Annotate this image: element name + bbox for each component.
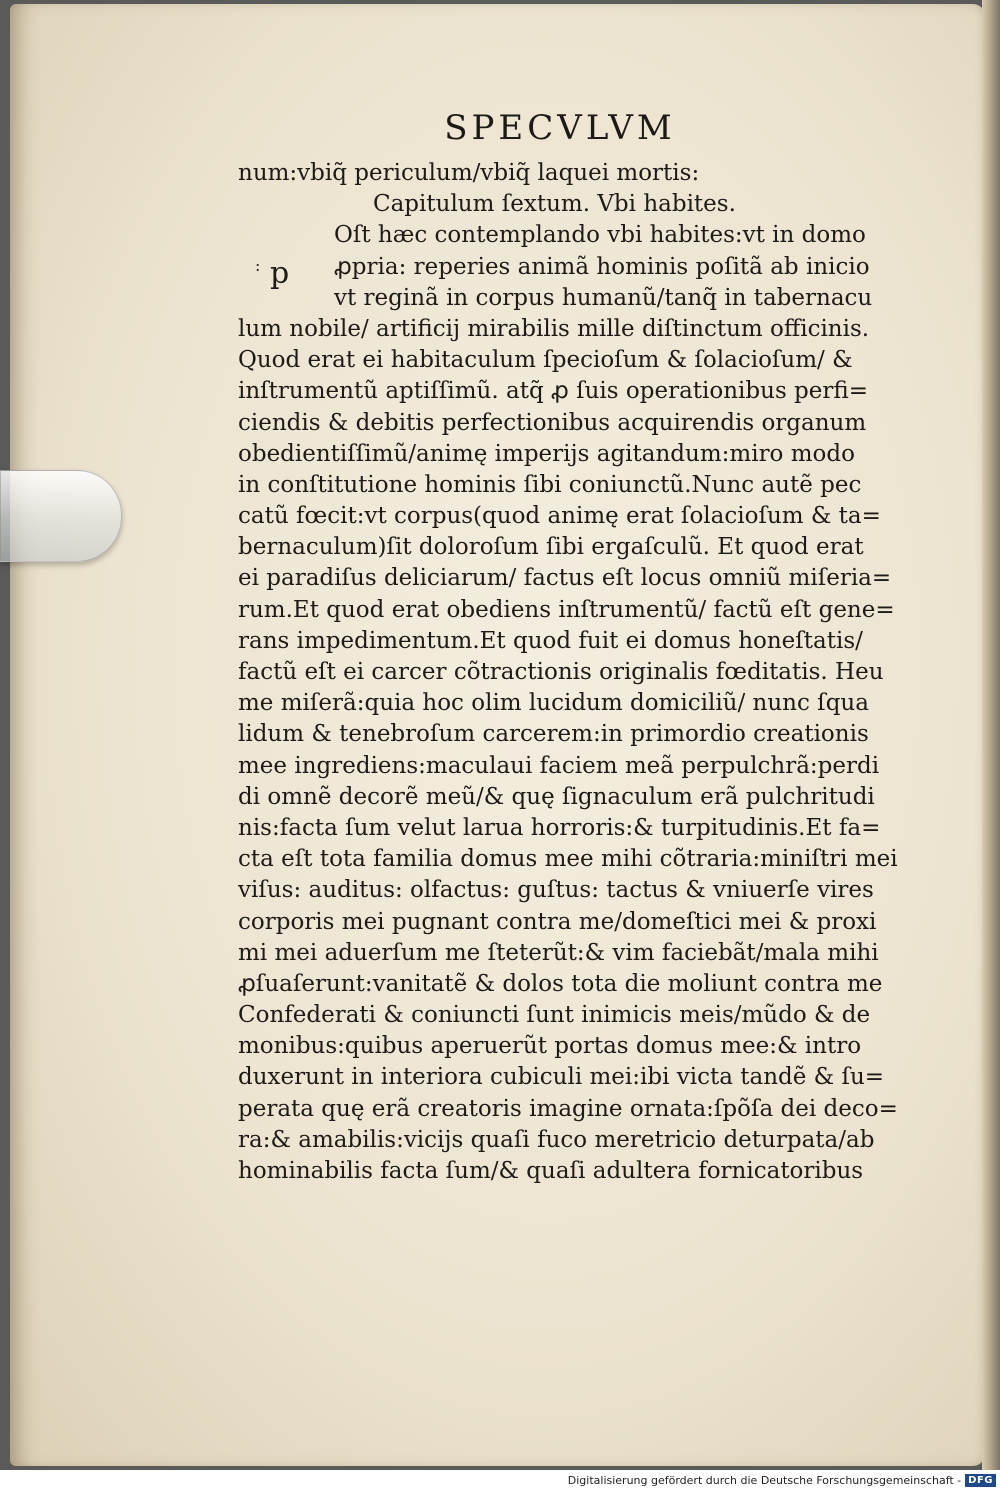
text-line: ciendis & debitis perfectionibus acquirendis organum bbox=[238, 409, 867, 436]
running-heading: SPECVLVM bbox=[444, 108, 676, 148]
text-line: rans impedimentum.Et quod fuit ei domus honeſtatis/ bbox=[238, 627, 863, 654]
text-line: Confederati & coniuncti ſunt inimicis meis/mũdo & de bbox=[238, 1002, 871, 1029]
text-line: hominabilis facta ſum/& quaſi adultera fornicatoribus bbox=[238, 1158, 864, 1184]
text-line: viſus: auditus: olfactus: guſtus: tactus & vniuerſe vires bbox=[238, 877, 874, 904]
margin-mark: : bbox=[255, 256, 261, 275]
footer-bar bbox=[0, 1471, 1000, 1490]
text-line: in conſtitutione hominis ſibi coniunctũ.Nunc autẽ pec bbox=[238, 471, 862, 498]
text-line: lum nobile/ artificij mirabilis mille diſtinctum officinis. bbox=[238, 315, 870, 342]
dfg-logo-icon: DFG bbox=[965, 1474, 996, 1487]
text-line: mee ingrediens:maculaui faciem meã perpulchrã:perdi bbox=[238, 752, 880, 779]
body-text bbox=[238, 158, 918, 1187]
text-line: vt reginã in corpus humanũ/tanq̃ in tabernacu bbox=[334, 284, 873, 311]
text-line: me miſerã:quia hoc olim lucidum domiciliũ/ nunc ſqua bbox=[238, 690, 869, 717]
text-line: ra:& amabilis:vicijs quaſi fuco meretricio deturpata/ab bbox=[238, 1126, 875, 1153]
initial-letter: p bbox=[270, 256, 290, 291]
text-line: mi mei aduerſum me ſteterũt:& vim faciebãt/mala mihi bbox=[238, 939, 879, 966]
text-line: inſtrumentũ aptiſſimũ. atq̃ ꝓ ſuis operationibus perfi= bbox=[238, 378, 868, 405]
text-line: catũ fœcit:vt corpus(quod animę erat ſolacioſum & ta= bbox=[238, 503, 881, 530]
text-line: ꝓſuaſerunt:vanitatẽ & dolos tota die moliunt contra me bbox=[238, 970, 883, 997]
text-line: duxerunt in interiora cubiculi mei:ibi victa tandẽ & ſu= bbox=[238, 1064, 885, 1091]
chapter-heading: Capitulum ſextum. Vbi habites. bbox=[373, 191, 736, 218]
text-line: Quod erat ei habitaculum ſpecioſum & ſolacioſum/ & bbox=[238, 347, 853, 374]
text-line: cta eſt tota familia domus mee mihi cõtraria:miniſtri mei bbox=[238, 846, 898, 873]
text-line: rum.Et quod erat obediens inſtrumentũ/ factũ eſt gene= bbox=[238, 596, 895, 623]
text-line: lidum & tenebroſum carcerem:in primordio creationis bbox=[238, 721, 869, 748]
text-line: ei paradiſus deliciarum/ factus eſt locus omniũ miſeria= bbox=[238, 565, 892, 592]
text-line: ꝓpria: reperies animã hominis poſitã ab inicio bbox=[334, 253, 870, 280]
text-line: corporis mei pugnant contra me/domeſtici mei & proxi bbox=[238, 908, 877, 935]
text-line: num:vbiq̃ periculum/vbiq̃ laquei mortis: bbox=[238, 160, 700, 186]
text-line: nis:facta ſum velut larua horroris:& turpitudinis.Et fa= bbox=[238, 814, 881, 841]
page-clip bbox=[0, 470, 122, 562]
text-line: perata quę erã creatoris imagine ornata:ſpõſa dei deco= bbox=[238, 1095, 898, 1122]
text-line: Oſt hæc contemplando vbi habites:vt in domo bbox=[334, 222, 866, 249]
text-line: obedientiſſimũ/animę imperijs agitandum:miro modo bbox=[238, 440, 855, 467]
text-line: bernaculum)ſit doloroſum ſibi ergaſculũ. Et quod erat bbox=[238, 534, 864, 561]
text-line: monibus:quibus aperuerũt portas domus mee:& intro bbox=[238, 1033, 862, 1060]
text-line: factũ eſt ei carcer cõtractionis originalis fœditatis. Heu bbox=[238, 659, 884, 685]
funding-notice: Digitalisierung gefördert durch die Deutsche Forschungsgemeinschaft - bbox=[567, 1474, 962, 1487]
text-line: di omnẽ decorẽ meũ/& quę ſignaculum erã pulchritudi bbox=[238, 783, 875, 810]
page-edge bbox=[982, 0, 1000, 1470]
